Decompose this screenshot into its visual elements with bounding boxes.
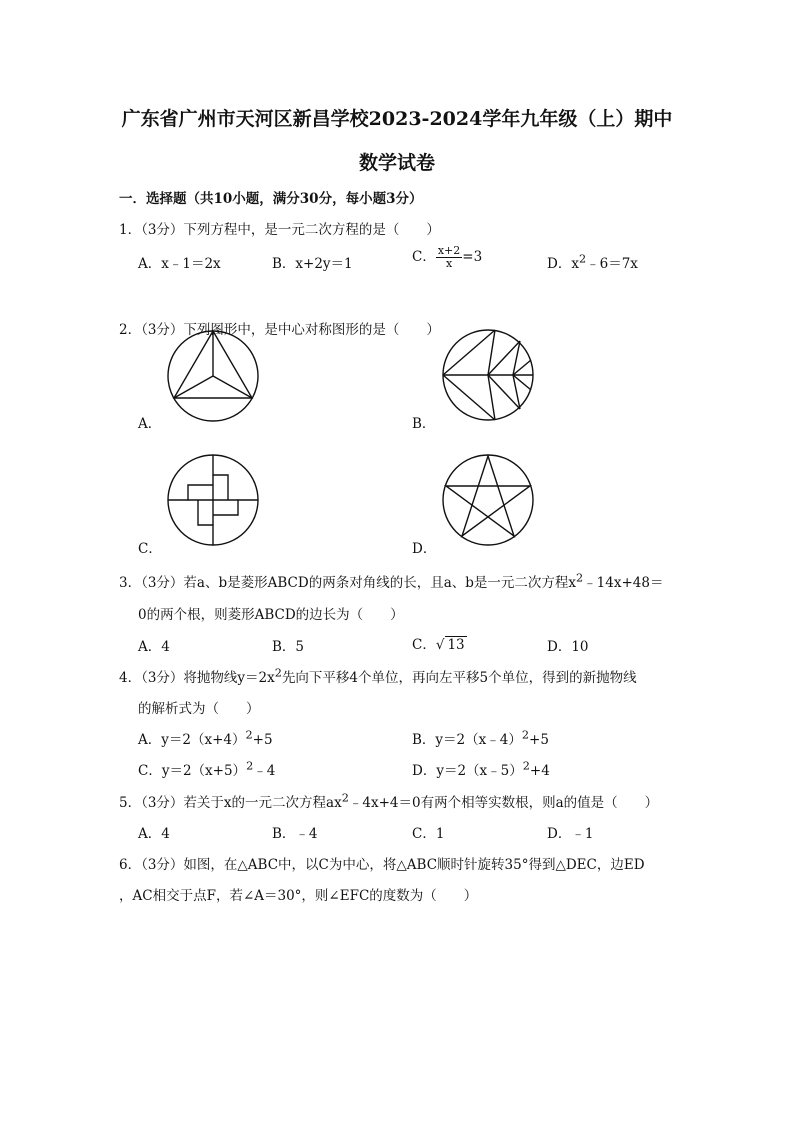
q4-option-d-post: +4	[529, 763, 550, 779]
q4-option-b	[412, 728, 549, 748]
q5-stem	[119, 791, 658, 811]
q1-option-d-sup: 2	[578, 252, 587, 266]
q3-line1-sup: 2	[576, 571, 584, 585]
q3-line1	[119, 571, 663, 591]
q1-option-c-numerator: x+2	[437, 244, 461, 257]
q1-option-d	[547, 252, 638, 272]
q3-option-d: D．10	[547, 639, 589, 655]
q4-option-a-sup: 2	[245, 728, 253, 742]
figure-d-star-in-circle	[441, 453, 535, 547]
q6-line1: 6．（3分）如图，在△ABC中，以C为中心，将△ABC顺时针旋转35°得到△DEC，边ED	[119, 857, 645, 873]
q4-option-c-pre: C．y＝2（x+5）	[138, 763, 247, 779]
figure-c-pinwheel-in-circle	[166, 453, 260, 547]
figure-c-arm-right	[213, 500, 258, 515]
q3-option-c-radical-sign: √	[435, 637, 445, 653]
figure-b-line-2	[443, 375, 495, 420]
q3-option-c-label: C．	[412, 637, 436, 653]
figure-b-line-1	[443, 330, 495, 375]
q1-option-d-pre: D．x	[547, 256, 579, 272]
q6-line2: ，AC相交于点F，若∠A＝30°，则∠EFC的度数为（ ）	[119, 888, 478, 904]
q4-option-b-pre: B．y＝2（x﹣4）	[412, 732, 522, 748]
figure-a-triangle-in-circle	[166, 329, 260, 423]
q5-stem-pre: 5．（3分）若关于x的一元二次方程ax	[119, 795, 342, 811]
q5-option-c: C．1	[412, 826, 445, 842]
q4-line1	[119, 666, 637, 686]
q1-option-c-denominator: x	[445, 257, 453, 270]
q2-option-b: B．	[412, 416, 436, 432]
q3-option-c	[412, 633, 467, 653]
q1-stem: 1．（3分）下列方程中，是一元二次方程的是（ ）	[119, 222, 440, 238]
q4-line1-pre: 4．（3分）将抛物线y＝2x	[119, 670, 275, 686]
q4-line2: 的解析式为（ ）	[138, 701, 260, 717]
q5-option-a: A．4	[138, 826, 170, 842]
q4-option-b-post: +5	[529, 732, 549, 748]
figure-c-arm-bottom	[198, 500, 213, 545]
q1-option-c-tail: =3	[462, 249, 483, 265]
q3-option-c-radicand: 13	[447, 637, 465, 653]
q3-line1-post: ﹣14x+48＝	[583, 575, 664, 591]
page-title-line1: 广东省广州市天河区新昌学校2023-2024学年九年级（上）期中	[121, 108, 673, 130]
q4-option-d-pre: D．y＝2（x﹣5）	[412, 763, 523, 779]
q1-option-b: B．x+2y＝1	[272, 256, 353, 272]
q3-line2: 0的两个根，则菱形ABCD的边长为（ ）	[138, 607, 404, 623]
q4-line1-post: 先向下平移4个单位，再向左平移5个单位，得到的新抛物线	[281, 670, 637, 686]
page-title-line2: 数学试卷	[358, 152, 435, 174]
q1-option-c-label: C．	[412, 249, 436, 265]
q4-option-c-post: ﹣4	[253, 763, 276, 779]
q4-option-d-sup: 2	[522, 759, 530, 773]
q2-option-d: D．	[412, 541, 437, 557]
figure-b-arrow-in-circle	[441, 328, 535, 422]
q3-line1-pre: 3．（3分）若a、b是菱形ABCD的两条对角线的长，且a、b是一元二次方程x	[119, 575, 576, 591]
q5-stem-post: ﹣4x+4＝0有两个相等实数根，则a的值是（ ）	[348, 795, 659, 811]
q4-option-a-post: +5	[252, 732, 273, 748]
q4-option-b-sup: 2	[521, 728, 530, 742]
q5-option-b: B．﹣4	[272, 826, 318, 842]
q3-option-b: B．5	[272, 639, 305, 655]
q4-option-c	[138, 759, 275, 779]
figure-c-arm-left	[168, 485, 213, 500]
figure-c-arm-top	[213, 455, 228, 500]
q4-line1-sup: 2	[274, 666, 282, 680]
q5-stem-sup: 2	[341, 791, 349, 805]
q4-option-d	[412, 759, 550, 779]
q1-option-c-fraction	[436, 245, 462, 270]
q4-option-a	[138, 728, 273, 748]
figure-d-star	[446, 456, 530, 536]
q2-option-c: C．	[138, 541, 162, 557]
q1-option-c	[412, 245, 482, 270]
q4-option-a-pre: A．y＝2（x+4）	[138, 732, 246, 748]
q2-option-a: A．	[138, 416, 162, 432]
q1-option-d-post: ﹣6＝7x	[586, 256, 638, 272]
q3-option-a: A．4	[138, 639, 170, 655]
q2-stem: 2．（3分）下列图形中，是中心对称图形的是（ ）	[119, 322, 440, 338]
q5-option-d: D．﹣1	[547, 826, 594, 842]
q4-option-c-sup: 2	[246, 759, 254, 773]
q1-option-a: A．x﹣1＝2x	[138, 256, 221, 272]
figure-d-circle	[443, 455, 533, 545]
section-heading: 一．选择题（共10小题，满分30分，每小题3分）	[119, 191, 423, 207]
